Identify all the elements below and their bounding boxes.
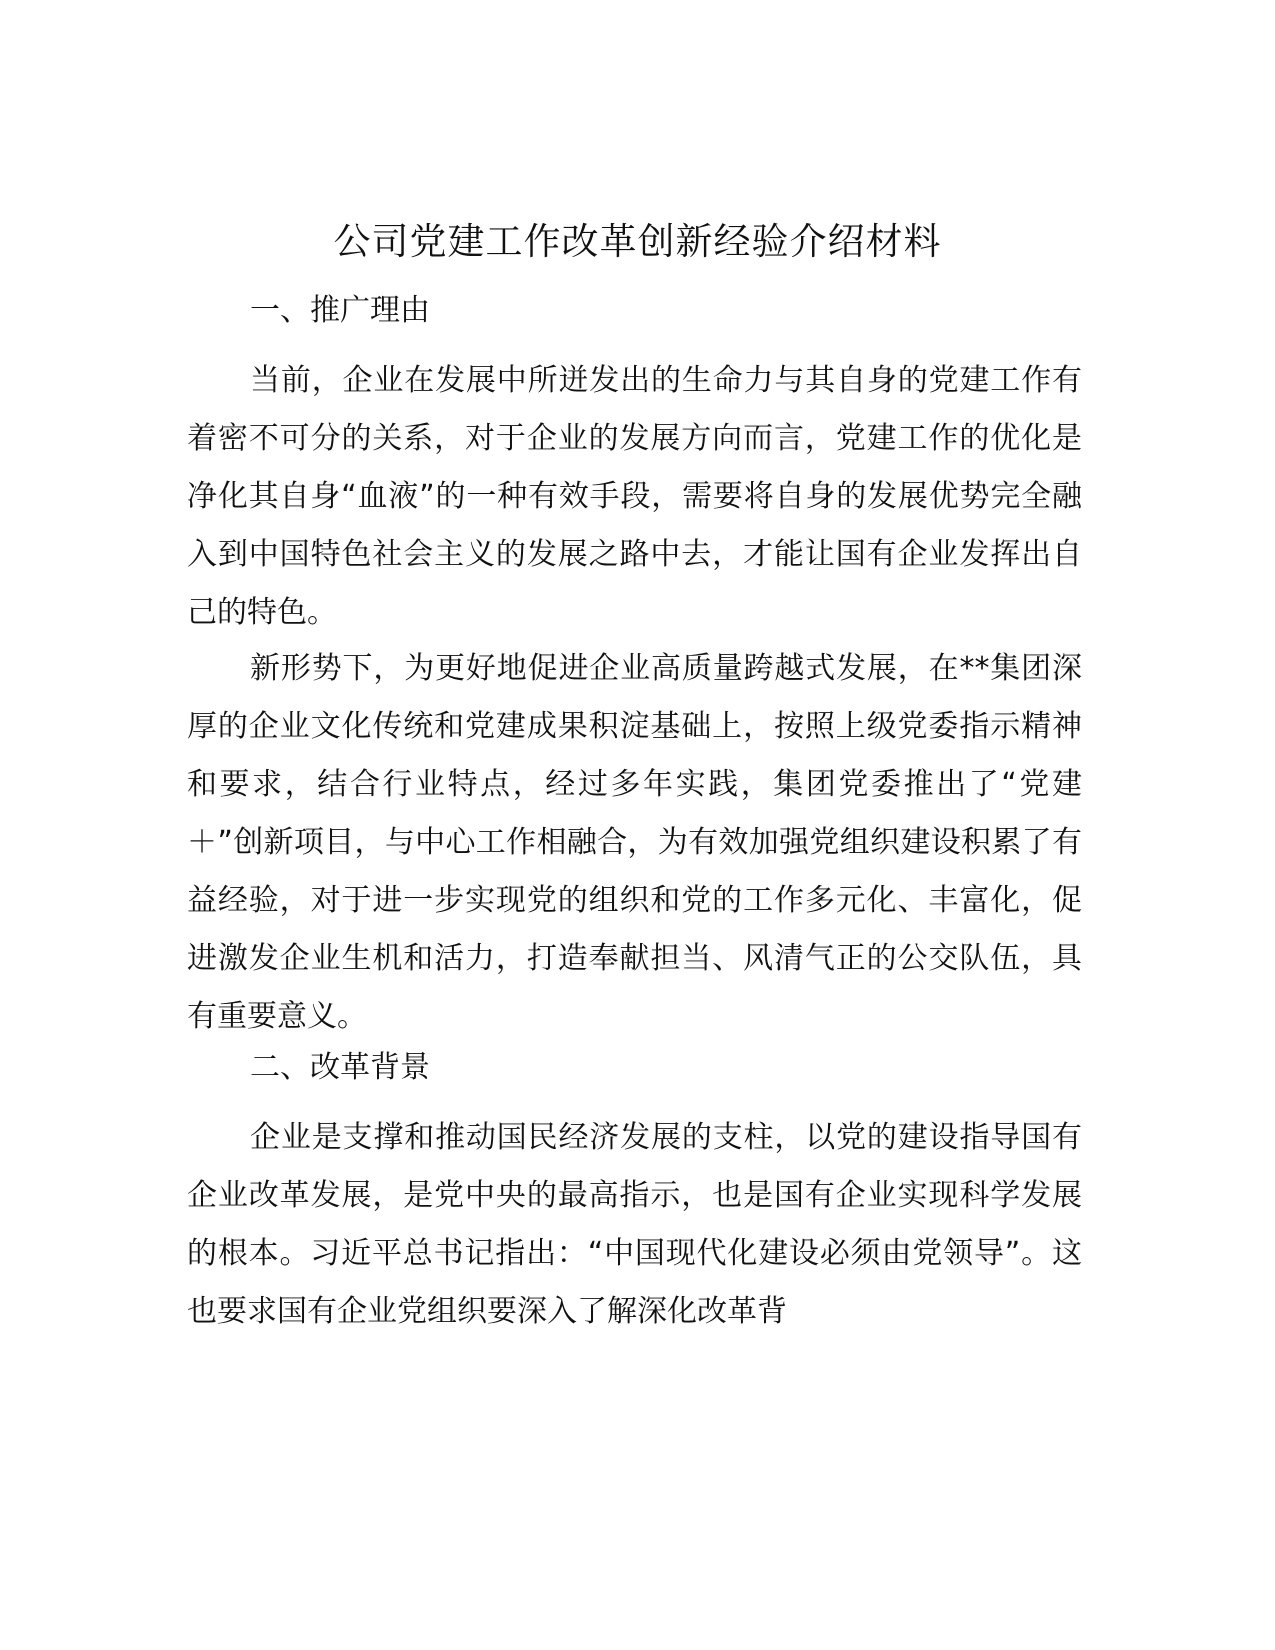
section-heading-reform-background: 二、改革背景 xyxy=(250,1050,430,1085)
paragraph-current-situation: 当前，企业在发展中所迸发出的生命力与其自身的党建工作有着密不可分的关系，对于企业的发展方向而言，党建工作的优化是净化其自身“血液”的一种有效手段，需要将自身的发展优势完全融入到中国特色社会主义的发展之路中去，才能让国有企业发挥出自己的特色。 xyxy=(187,363,1082,630)
paragraph-enterprise-pillar: 企业是支撑和推动国民经济发展的支柱，以党的建设指导国有企业改革发展，是党中央的最高指示，也是国有企业实现科学发展的根本。习近平总书记指出：“中国现代化建设必须由党领导”。这也要求国有企业党组织要深入了解深化改革背 xyxy=(187,1120,1082,1329)
paragraph-new-situation: 新形势下，为更好地促进企业高质量跨越式发展，在**集团深厚的企业文化传统和党建成果积淀基础上，按照上级党委指示精神和要求，结合行业特点，经过多年实践，集团党委推出了“党建＋”创新项目，与中心工作相融合，为有效加强党组织建设积累了有益经验，对于进一步实现党的组织和党的工作多元化、丰富化，促进激发企业生机和活力，打造奉献担当、风清气正的公交队伍，具有重要意义。 xyxy=(187,651,1082,1034)
section-heading-promotion-reason: 一、推广理由 xyxy=(250,293,430,328)
document-title: 公司党建工作改革创新经验介绍材料 xyxy=(333,220,942,263)
